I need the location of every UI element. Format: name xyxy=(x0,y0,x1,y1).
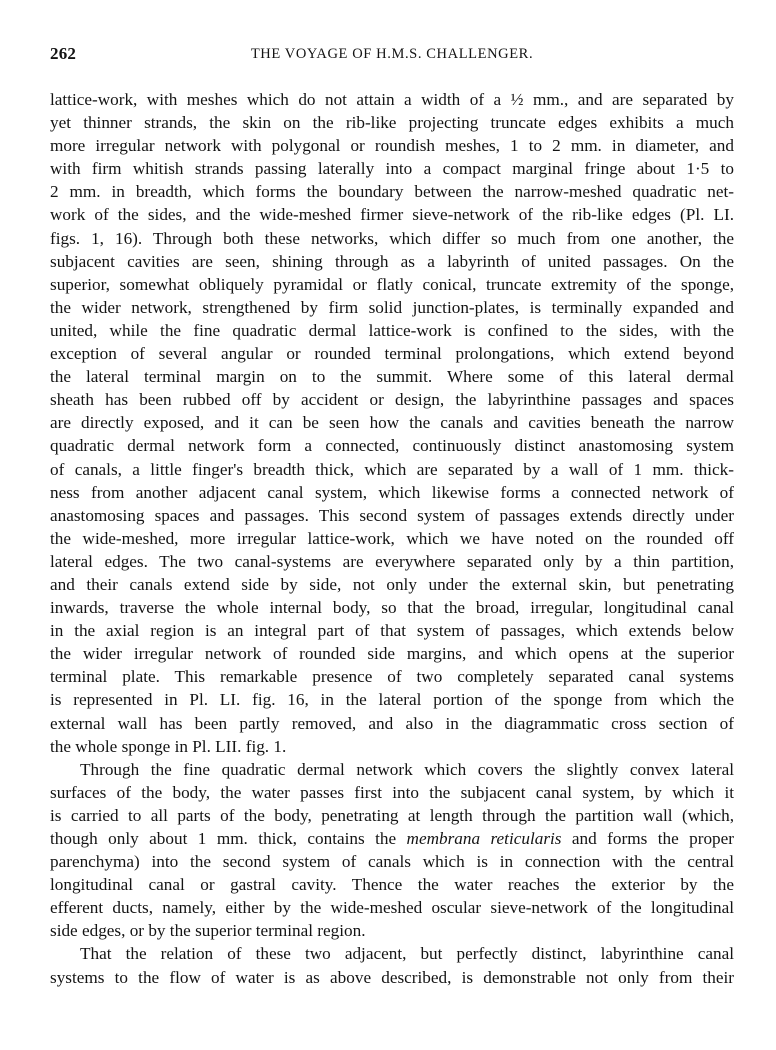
text-line: in the axial region is an integral part of that system of passages, which extends below xyxy=(50,621,734,641)
text-line: ness from another adjacent canal system, which likewise forms a connected network of xyxy=(50,482,734,502)
text-line: though only about 1 mm. thick, contains the membrana reticularis and forms the proper xyxy=(50,829,734,848)
running-header xyxy=(50,44,734,68)
page-number: 262 xyxy=(50,44,77,63)
text-line: united, while the fine quadratic dermal lattice-work is confined to the sides, with the xyxy=(50,320,734,340)
text-line: the lateral terminal margin on to the summit. Where some of this lateral dermal xyxy=(50,367,734,387)
text-line: exception of several angular or rounded terminal prolongations, which extend beyond xyxy=(50,344,734,364)
text-line: surfaces of the body, the water passes first into the subjacent canal system, by which it xyxy=(50,782,734,802)
text-line: lattice-work, with meshes which do not attain a width of a ½ mm., and are separated by xyxy=(50,90,734,109)
text-line: anastomosing spaces and passages. This second system of passages extends directly under xyxy=(50,505,734,525)
text-line: inwards, traverse the whole internal body, so that the broad, irregular, longitudinal canal xyxy=(50,598,734,618)
text-line: with firm whitish strands passing laterally into a compact marginal fringe about 1·5 to xyxy=(50,159,734,179)
paragraph-2 xyxy=(50,758,734,943)
text-line: systems to the flow of water is as above described, is demonstrable not only from their xyxy=(50,967,734,987)
text-line: yet thinner strands, the skin on the rib-like projecting truncate edges exhibits a much xyxy=(50,113,734,133)
paragraph-1 xyxy=(50,88,734,758)
text-line: work of the sides, and the wide-meshed firmer sieve-network of the rib-like edges (Pl. LI. xyxy=(50,205,734,225)
text-line: and their canals extend side by side, not only under the external skin, but penetrating xyxy=(50,574,734,594)
text-line: efferent ducts, namely, either by the wide-meshed oscular sieve-network of the longitudinal xyxy=(50,898,734,918)
text-line: That the relation of these two adjacent, but perfectly distinct, labyrinthine canal xyxy=(80,944,734,964)
text-line: longitudinal canal or gastral cavity. Thence the water reaches the exterior by the xyxy=(50,875,734,895)
text-line: 2 mm. in breadth, which forms the boundary between the narrow-meshed quadratic net- xyxy=(50,182,734,202)
text-line: figs. 1, 16). Through both these networks, which differ so much from one another, the xyxy=(50,228,734,248)
paragraph-3 xyxy=(50,942,734,988)
text-line: subjacent cavities are seen, shining through as a labyrinth of united passages. On the xyxy=(50,251,734,271)
text-line: of canals, a little finger's breadth thick, which are separated by a wall of 1 mm. thick- xyxy=(50,459,734,479)
text-line: the wider network, strengthened by firm solid junction-plates, is terminally expanded and xyxy=(50,297,734,317)
text-line: parenchyma) into the second system of canals which is in connection with the central xyxy=(50,852,734,872)
italic-term: membrana reticularis xyxy=(406,829,562,848)
running-title: THE VOYAGE OF H.M.S. CHALLENGER. xyxy=(250,46,534,62)
text-line: side edges, or by the superior terminal region. xyxy=(50,921,366,941)
text-line: external wall has been partly removed, and also in the diagrammatic cross section of xyxy=(50,713,734,733)
text-line: Through the fine quadratic dermal network which covers the slightly convex lateral xyxy=(80,759,734,779)
text-line: more irregular network with polygonal or roundish meshes, 1 to 2 mm. in diameter, and xyxy=(50,136,734,156)
text-line: the wide-meshed, more irregular lattice-work, which we have noted on the rounded off xyxy=(50,528,734,548)
text-line: lateral edges. The two canal-systems are everywhere separated only by a thin partition, xyxy=(50,551,734,571)
text-line: are directly exposed, and it can be seen how the canals and cavities beneath the narrow xyxy=(50,413,734,433)
text-line: the wider irregular network of rounded side margins, and which opens at the superior xyxy=(50,644,734,664)
text-line: is represented in Pl. LI. fig. 16, in the lateral portion of the sponge from which the xyxy=(50,690,734,710)
text-line: terminal plate. This remarkable presence of two completely separated canal systems xyxy=(50,667,734,687)
text-line: is carried to all parts of the body, penetrating at length through the partition wall (which, xyxy=(50,805,734,825)
text-line: superior, somewhat obliquely pyramidal or flatly conical, truncate extremity of the sponge, xyxy=(50,274,734,294)
body-text xyxy=(50,88,734,989)
text-line: the whole sponge in Pl. LII. fig. 1. xyxy=(50,736,287,756)
text-line: quadratic dermal network form a connected, continuously distinct anastomosing system xyxy=(50,436,734,456)
text-line: sheath has been rubbed off by accident or design, the labyrinthine passages and spaces xyxy=(50,390,734,410)
